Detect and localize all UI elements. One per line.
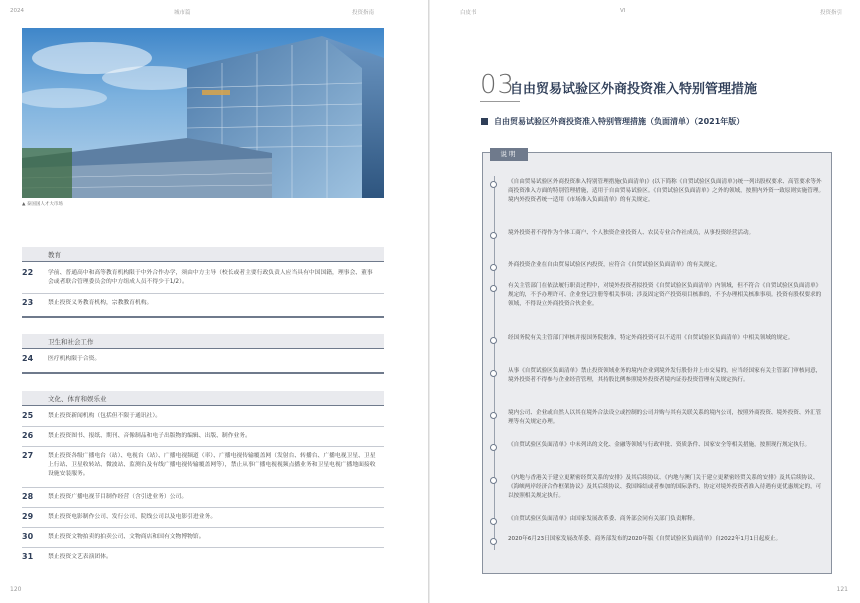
building-illustration <box>22 28 384 198</box>
note-item: 从事《自贸试验区负面清单》禁止投资领域业务的境内企业到境外发行股份并上市交易的，应当经国家有关主管部门审核同意，境外投资者不得参与企业经营管理，其持股比例参照境外投资者境内证券投资管理有关规定执行。 <box>508 368 822 383</box>
item-number: 29 <box>22 512 34 521</box>
section-title: 教育 <box>48 251 61 259</box>
header-left: 白皮书 <box>460 10 477 16</box>
divider <box>22 446 384 447</box>
right-page <box>430 0 860 603</box>
left-page <box>0 0 428 603</box>
header-right: 投资指南 <box>352 10 375 16</box>
note-item: 有关主管部门在依法履行职责过程中，对境外投资者拟投资《自贸试验区负面清单》内领域，但不符合《自贸试验区负面清单》规定的，不予办理许可、企业登记注册等相关事项；涉及固定资产投资项目核准的，不予办理相关核准事项。投资有股权要求的领域，不得设立外商投资合伙企业。 <box>508 283 822 307</box>
divider <box>22 507 384 508</box>
bullet-dot-icon <box>490 264 497 271</box>
page-number-left: 120 <box>10 586 22 593</box>
bullet-dot-icon <box>490 412 497 419</box>
page-number-right: 121 <box>836 586 848 593</box>
item-text: 禁止投资文物拍卖的拍卖公司、文物商店和国有文物博物馆。 <box>48 534 205 540</box>
section-header-culture <box>22 391 384 406</box>
bullet-dot-icon <box>490 232 497 239</box>
bullet-dot-icon <box>490 285 497 292</box>
item-text: 禁止投资各级广播电台（站）、电视台（站）、广播电视频道（率）、广播电视传输覆盖网（发射台、转播台、广播电视卫星、卫星上行站、卫星收转站、微波站、监测台及有线广播电视传输覆盖网等），禁止从事广播电视视频点播业务和卫星电视广播地面接收设施安装服务。 <box>48 453 376 477</box>
note-item: 《自由贸易试验区外商投资准入特别管理措施(负面清单)》(以下简称《自贸试验区负面清单》)统一列出股权要求、高管要求等外商投资准入方面的特别管理措施，适用于自由贸易试验区。《自贸试验区负面清单》之外的领域，按照内外资一致原则实施管理。境内外投资者统一适用《市场准入负面清单》的有关规定。 <box>508 179 825 203</box>
chapter-number-underline <box>480 101 520 102</box>
item-number: 27 <box>22 451 34 460</box>
divider <box>22 293 384 294</box>
note-item: 《内地与香港关于建立更紧密经贸关系的安排》及其后续协议、《内地与澳门关于建立更紧密经贸关系的安排》及其后续协议、《海峡两岸经济合作框架协议》及其后续协议、我国缔结或者参加的国际条约、协定对境外投资者准入待遇有更优惠规定的，可以按照相关规定执行。 <box>508 475 822 499</box>
item-number: 31 <box>22 552 34 561</box>
divider <box>22 527 384 528</box>
notes-box <box>482 152 832 574</box>
section-header-education <box>22 247 384 262</box>
item-text: 禁止投资新闻机构（包括但不限于通讯社）。 <box>48 413 162 419</box>
note-item: 2020年6月23日国家发展改革委、商务部发布的2020年版《自贸试验区负面清单》自2022年1月1日起废止。 <box>508 536 782 542</box>
item-text: 医疗机构限于合资。 <box>48 356 101 362</box>
item-text: 禁止投资广播电视节目制作经营（含引进业务）公司。 <box>48 494 188 500</box>
item-text: 禁止投资义务教育机构，宗教教育机构。 <box>48 300 153 306</box>
section-title: 文化、体育和娱乐业 <box>48 395 107 403</box>
note-item: 境内公司、企业或自然人以其在境外合法设立或控制的公司并购与其有关联关系的境内公司，按照外商投资、境外投资、外汇管理等有关规定办理。 <box>508 410 822 425</box>
item-number: 30 <box>22 532 34 541</box>
note-item: 经国务院有关主管部门审核并报国务院批准，特定外商投资可以不适用《自贸试验区负面清单》中相关领域的规定。 <box>508 335 794 341</box>
item-text: 学前、普通高中和高等教育机构限于中外合作办学，须由中方主导（校长或者主要行政负责人应当具有中国国籍，理事会、董事会或者联合管理委员会的中方组成人员不得少于1/2）。 <box>48 270 373 285</box>
item-number: 28 <box>22 492 34 501</box>
subtitle-square-icon <box>481 118 488 125</box>
note-item: 境外投资者不得作为个体工商户、个人独资企业投资人、农民专业合作社成员，从事投资经营活动。 <box>508 230 755 236</box>
section-end-rule <box>22 372 384 374</box>
section-header-health <box>22 334 384 349</box>
notes-label: 说明 <box>490 148 528 161</box>
divider <box>22 426 384 427</box>
item-number: 25 <box>22 411 34 420</box>
item-text: 禁止投资图书、报纸、期刊、音像制品和电子出版物的编辑、出版、制作业务。 <box>48 433 251 439</box>
header-center: 城市篇 <box>174 10 191 16</box>
bullet-dot-icon <box>490 518 497 525</box>
divider <box>22 547 384 548</box>
photo-caption: ▲ 泰国国人才大市场 <box>22 202 63 207</box>
building-photo <box>22 28 384 198</box>
bullet-dot-icon <box>490 181 497 188</box>
item-number: 22 <box>22 268 34 277</box>
note-item: 《自贸试验区负面清单》由国家发展改革委、商务部会同有关部门负责解释。 <box>508 516 699 522</box>
header-code: 2024 <box>10 8 24 14</box>
item-text: 禁止投资文艺表演团体。 <box>48 554 112 560</box>
section-end-rule <box>22 316 384 318</box>
header-center: VI <box>620 8 626 14</box>
chapter-subtitle: 自由贸易试验区外商投资准入特别管理措施（负面清单）（2021年版） <box>494 117 745 126</box>
note-item: 《自贸试验区负面清单》中未列出的文化、金融等领域与行政审批、资质条件、国家安全等相关措施，按照现行规定执行。 <box>508 442 811 448</box>
bullet-dot-icon <box>490 477 497 484</box>
section-title: 卫生和社会工作 <box>48 338 94 346</box>
note-item: 外商投资企业在自由贸易试验区内投资，应符合《自贸试验区负面清单》的有关规定。 <box>508 262 721 268</box>
item-text: 禁止投资电影制作公司、发行公司、院线公司以及电影引进业务。 <box>48 514 217 520</box>
bullet-dot-icon <box>490 337 497 344</box>
chapter-number: 03 <box>480 70 516 100</box>
bullet-dot-icon <box>490 538 497 545</box>
item-number: 23 <box>22 298 34 307</box>
divider <box>22 487 384 488</box>
item-number: 24 <box>22 354 34 363</box>
chapter-title: 自由贸易试验区外商投资准入特别管理措施 <box>510 82 758 97</box>
bullet-dot-icon <box>490 370 497 377</box>
bullet-dot-icon <box>490 444 497 451</box>
header-right: 投资指引 <box>820 10 843 16</box>
item-number: 26 <box>22 431 34 440</box>
